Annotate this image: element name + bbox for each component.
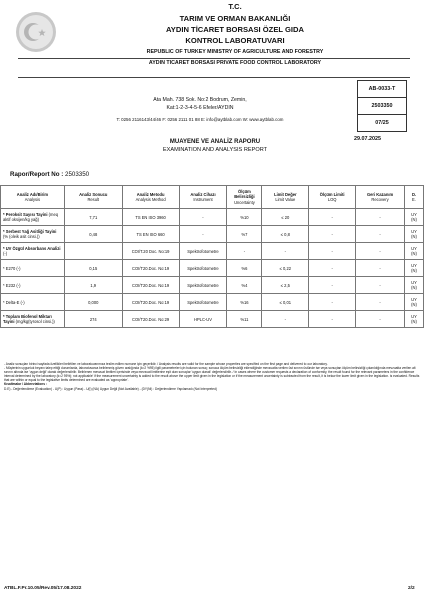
cell-evaluation: UY (N): [404, 294, 423, 311]
cell-method: COI/T20.Doc. No:19: [122, 260, 179, 277]
address-line-2: Kat:1-2-3-4-5-6 Efeler/AYDIN: [166, 105, 234, 111]
report-number: [10, 171, 89, 178]
cell-loq: -: [309, 243, 356, 260]
cell-analysis: * Serbest Yağ Asitliği Tayini (% (oleik asit cinsi.)): [1, 226, 65, 243]
ministry-logo: [14, 10, 58, 54]
cell-uncertainty: %10: [227, 209, 262, 226]
contact-line: T: 0256 2116143/44/46 F: 0256 2111 01 88 E: info@aytblab.com W: www.aytblab.com: [116, 117, 284, 122]
cell-limit: ≤ 0,01: [262, 294, 309, 311]
cell-instrument: -: [179, 209, 227, 226]
cell-result: 274: [64, 311, 122, 328]
footer-form-code: ATBL.F.Pr.10.05/Rev.05/17.08.2022: [4, 586, 82, 591]
header-rule-bottom: [18, 77, 410, 78]
table-row: [1, 277, 424, 294]
cell-recovery: -: [356, 294, 405, 311]
col-header-loq: Ölçüm Limiti LOQ: [309, 186, 356, 209]
header-rule-top: [18, 58, 410, 59]
cell-analysis: * Delta-E (-): [1, 294, 65, 311]
cell-result: 7,71: [64, 209, 122, 226]
cell-recovery: -: [356, 311, 405, 328]
table-row: [1, 260, 424, 277]
cell-method: TS EN ISO 3960: [122, 209, 179, 226]
cell-analysis: * Toplam Biofenol Miktarı Tayini (mg/kg(tyrosol cinsi.)): [1, 311, 65, 328]
notes-section: [4, 362, 422, 391]
cell-uncertainty: %6: [227, 260, 262, 277]
col-header-limit: Limit Değer Limit Value: [262, 186, 309, 209]
cell-limit: ≤ 0,8: [262, 226, 309, 243]
report-number-value: 2503350: [65, 171, 90, 178]
cell-limit: ≤ 0,22: [262, 260, 309, 277]
table-header-row: [1, 186, 424, 209]
cell-result: 0,15: [64, 260, 122, 277]
col-header-result: Analiz Sonucu Result: [64, 186, 122, 209]
footer-page-number: 2/2: [408, 586, 415, 591]
col-header-instrument: Analiz Cihazı Instrument: [179, 186, 227, 209]
cell-analysis: * E270 (-): [1, 260, 65, 277]
document-code-box: [357, 80, 407, 132]
cell-evaluation: UY (N): [404, 243, 423, 260]
report-number-label: Rapor/Report No :: [10, 171, 64, 178]
cell-limit: ≤ 2,5: [262, 277, 309, 294]
table-row: [1, 226, 424, 243]
table-row: [1, 209, 424, 226]
cell-instrument: Spektrofotometre: [179, 277, 227, 294]
col-header-recovery: Geri Kazanım Recovery: [356, 186, 405, 209]
cell-result: 0,48: [64, 226, 122, 243]
cell-loq: -: [309, 294, 356, 311]
cell-uncertainty: %7: [227, 226, 262, 243]
cell-method: TS EN ISO 660: [122, 226, 179, 243]
report-title-tr: MUAYENE VE ANALİZ RAPORU: [169, 139, 261, 145]
cell-recovery: -: [356, 209, 405, 226]
cell-result: 1,9: [64, 277, 122, 294]
cell-limit: -: [262, 243, 309, 260]
cell-loq: -: [309, 311, 356, 328]
cell-method: COI/T20.Doc. No:19: [122, 277, 179, 294]
cell-evaluation: UY (N): [404, 277, 423, 294]
report-date: 29.07.2025: [354, 136, 381, 142]
document-code: AB-0033-T: [358, 81, 406, 98]
note-abbreviations-title: Kısaltmalar / Abbreviations :: [4, 382, 47, 387]
table-row: [1, 243, 424, 260]
cell-recovery: -: [356, 243, 405, 260]
note-validity: - Analiz sonuçları birinci sayfada özellikleri belirtilen ve laboratuvarımıza teslim edilen numune için geçerlidir. / Analysis results are valid for the sample whose properties are specified on the first page and delivered to our laboratory.: [4, 362, 328, 366]
cell-uncertainty: -: [227, 243, 262, 260]
table-row: [1, 294, 424, 311]
header-tc: T.C.: [228, 2, 242, 11]
address-line-1: Ata Mah. 738 Sok. No:2 Bodrum, Zemin,: [153, 97, 247, 103]
header-lab-tr-2: KONTROL LABORATUVARI: [185, 36, 285, 45]
cell-loq: -: [309, 209, 356, 226]
cell-recovery: -: [356, 226, 405, 243]
note-conformity: - Müşterinin uygunluk beyanı talep ettiği durumlarda, laboratuvarca belirlenmiş güven aralığında (k=2 %95) ilgili parametreler için bulunan sonuç; sonuca ölçüm belirsizliği eklendiğinde mevzuatta verilen üst sınırın üstünde ise veya sonuçtan ölçüm belirsizliği çıkarıldığında mevzuatta verilen alt sınırın altında ise 'uygun değil' olarak değerlendirilir. Belirlenen mevzuat limitleri içerisinde veya mevzuat limitlerine eşit olan sonuçlar 'uygun olarak' değerlendirilir. / In cases where the customer requests a declaration of conformity, the result found for the relevant parameters in the confidence interval determined by the laboratory (k=2 95%); not applicable' if the measurement uncertainty is added to the result above the upper limit given in the legislation or if the measurement uncertainty is subtracted from the result, it is below the lower limit given in the legislation. is evaluated. Results that are within or equal to the legislative limits determined are evaluated as 'appropriate'.: [4, 366, 420, 383]
header-lab-tr-1: AYDIN TİCARET BORSASI ÖZEL GIDA: [166, 25, 304, 34]
col-header-evaluation: D. E.: [404, 186, 423, 209]
col-header-uncertainty: Ölçüm Belirsizliği Uncertainty: [227, 186, 262, 209]
cell-result: [64, 243, 122, 260]
cell-limit: ≤ 20: [262, 209, 309, 226]
results-table: [0, 185, 424, 328]
cell-method: COI/T.20 Doc. No:19: [122, 243, 179, 260]
cell-evaluation: UY (N): [404, 209, 423, 226]
cell-loq: -: [309, 277, 356, 294]
cell-instrument: Spektrofotometre: [179, 294, 227, 311]
cell-recovery: -: [356, 277, 405, 294]
cell-analysis: * E232 (-): [1, 277, 65, 294]
cell-loq: -: [309, 226, 356, 243]
col-header-method: Analiz Metodu Analysis Method: [122, 186, 179, 209]
header-ministry-en: REPUBLIC OF TURKEY MINISTRY OF AGRICULTURE AND FORESTRY: [146, 49, 324, 55]
cell-instrument: -: [179, 226, 227, 243]
header-ministry-tr: TARIM VE ORMAN BAKANLIĞI: [179, 14, 291, 23]
cell-loq: -: [309, 260, 356, 277]
cell-evaluation: UY (N): [404, 226, 423, 243]
cell-limit: -: [262, 311, 309, 328]
cell-result: 0,000: [64, 294, 122, 311]
cell-uncertainty: %16: [227, 294, 262, 311]
col-header-analysis: Analiz Adı/Birim Analysis: [1, 186, 65, 209]
cell-instrument: Spektrofotometre: [179, 243, 227, 260]
period-box: 07/25: [375, 120, 389, 126]
header-lab-en: AYDIN TICARET BORSASI PRIVATE FOOD CONTROL LABORATORY: [148, 60, 322, 66]
cell-instrument: Spektrofotometre: [179, 260, 227, 277]
cell-analysis: * Peroksit Sayısı Tayini (meq aktif oksijen/kg yağ): [1, 209, 65, 226]
cell-recovery: -: [356, 260, 405, 277]
cell-evaluation: UY (N): [404, 311, 423, 328]
cell-analysis: * UV Özgül Absorbans Analizi (-): [1, 243, 65, 260]
note-abbreviations: D.E) - Değerlendirme (Evaluation) - U(P) : Uygun (Pass) - U(I) (NA) Uygun Değil (Not Available) - (DY(NI) : Değerlendirme Yapılamadı (Not Interpreted): [4, 386, 217, 391]
cell-method: COI/T20.Doc. No:19: [122, 294, 179, 311]
cell-evaluation: UY (N): [404, 260, 423, 277]
report-title-en: EXAMINATION AND ANALYSIS REPORT: [162, 147, 268, 153]
report-number-box: 2503350: [358, 98, 406, 115]
cell-uncertainty: %4: [227, 277, 262, 294]
table-row: [1, 311, 424, 328]
cell-instrument: HPLC-UV: [179, 311, 227, 328]
cell-method: COI/T20.Doc. No:29: [122, 311, 179, 328]
cell-uncertainty: %11: [227, 311, 262, 328]
